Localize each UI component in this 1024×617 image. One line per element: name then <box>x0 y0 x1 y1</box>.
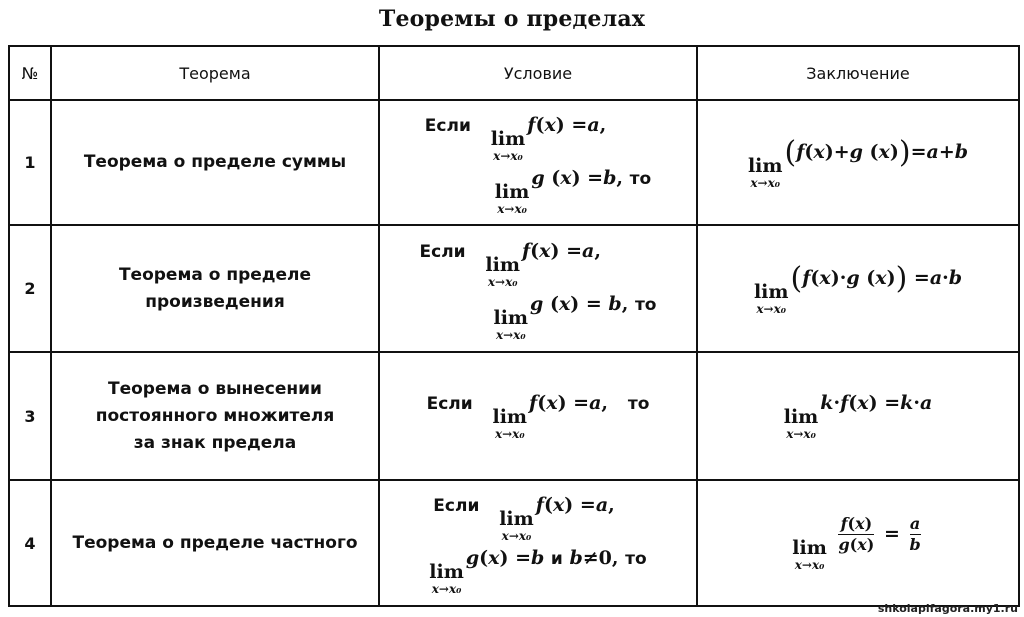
condition-cell <box>379 100 697 225</box>
row-number: 1 <box>9 100 51 225</box>
theorem-line: постоянного множителя <box>95 405 335 426</box>
theorem-line: за знак предела <box>133 432 297 453</box>
conclusion-cell <box>697 480 1019 606</box>
conclusion-formula: lim x→x₀ (f(x)·g (x)) =a·b <box>753 261 963 316</box>
theorem-line: Теорема о вынесении <box>108 378 322 399</box>
table-row <box>9 480 1019 606</box>
theorem-line: произведения <box>145 291 285 312</box>
header-conclusion: Заключение <box>697 46 1019 100</box>
conclusion-cell <box>697 100 1019 225</box>
row-number: 3 <box>9 352 51 480</box>
theorem-name: Теорема о пределе суммы <box>51 100 379 225</box>
header-num: № <box>9 46 51 100</box>
header-condition: Условие <box>379 46 697 100</box>
table-row <box>9 100 1019 225</box>
theorem-name <box>51 352 379 480</box>
theorem-name <box>51 225 379 352</box>
row-number: 2 <box>9 225 51 352</box>
watermark: shkolapifagora.my1.ru <box>877 602 1018 615</box>
condition-cell <box>379 225 697 352</box>
if-word: Если <box>433 496 480 516</box>
theorem-line: Теорема о пределе <box>118 264 312 285</box>
conclusion-formula: lim x→x₀ $\frac{f(x)}{g(x)}$ = $\frac{a}{b}$ <box>792 514 921 572</box>
condition-formula: Если lim x→x₀ f(x) =a, lim x→x₀ g(x) =b и b≠0, то <box>429 494 647 596</box>
condition-formula: Если lim x→x₀ f(x) =a, то <box>426 391 650 441</box>
condition-cell <box>379 352 697 480</box>
if-word: Если <box>426 393 473 414</box>
page-title: Теоремы о пределах <box>378 6 646 32</box>
if-word: Если <box>419 241 466 262</box>
if-word: Если <box>424 115 471 136</box>
table-header-row <box>9 46 1019 100</box>
theorem-name: Теорема о пределе частного <box>51 480 379 606</box>
theorems-table <box>8 45 1020 607</box>
row-number: 4 <box>9 480 51 606</box>
condition-cell <box>379 480 697 606</box>
conclusion-cell <box>697 352 1019 480</box>
conclusion-formula: lim x→x₀ (f(x)+g (x))=a+b <box>747 135 969 190</box>
condition-formula: Если lim x→x₀ f(x) =a, lim x→x₀ g (x) =b, то <box>424 113 652 216</box>
conclusion-formula: lim x→x₀ k·f(x) =k·a <box>783 391 933 441</box>
conclusion-cell <box>697 225 1019 352</box>
table-row <box>9 225 1019 352</box>
condition-formula: Если lim x→x₀ f(x) =a, lim x→x₀ g (x) = b, то <box>419 239 657 342</box>
header-theorem: Теорема <box>51 46 379 100</box>
table-row <box>9 352 1019 480</box>
